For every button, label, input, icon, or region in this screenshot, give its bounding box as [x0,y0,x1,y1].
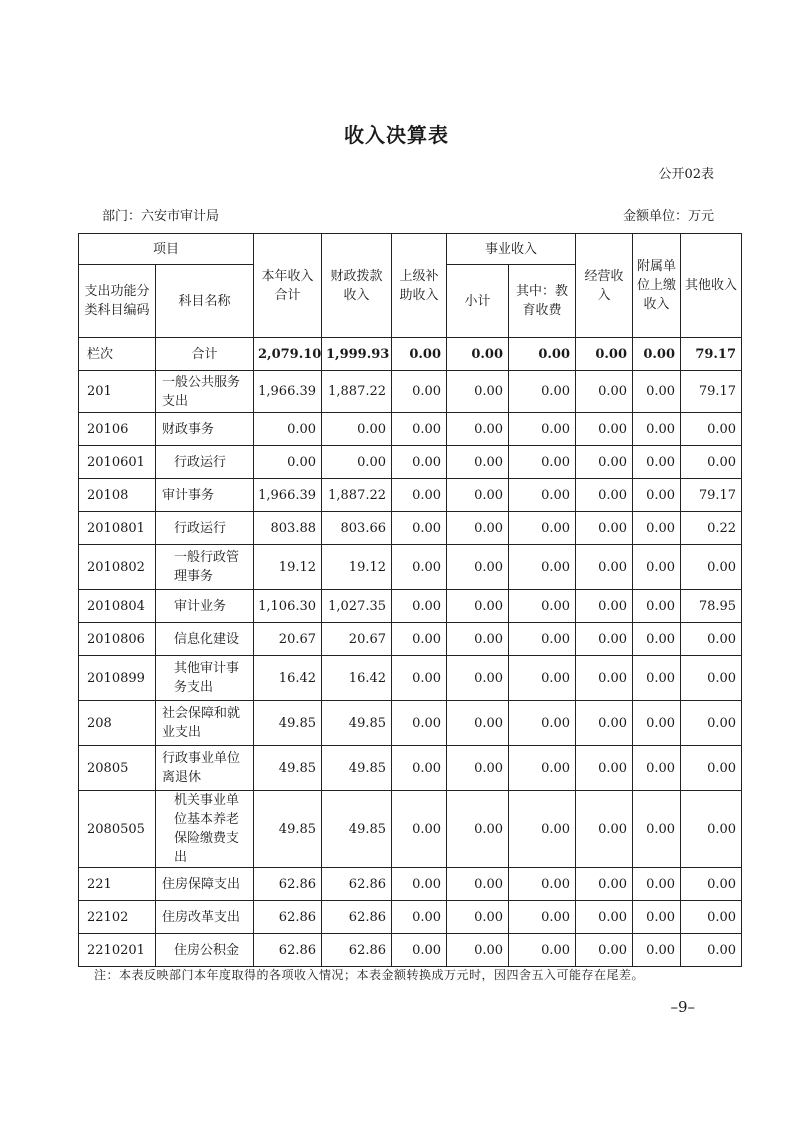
row-name: 社会保障和就业支出 [156,701,254,746]
table-row [79,791,742,868]
row-value: 1,887.22 [322,479,392,512]
row-name: 住房保障支出 [156,868,254,901]
row-value: 0.00 [681,656,742,701]
table-row [79,746,742,791]
page-title: 收入决算表 [344,123,449,147]
total-cell: 0.00 [576,338,633,371]
row-value: 16.42 [322,656,392,701]
row-value: 0.00 [447,590,509,623]
row-value: 0.00 [576,701,633,746]
row-value: 20.67 [322,623,392,656]
row-code: 2010806 [79,623,156,656]
row-value: 49.85 [254,746,322,791]
row-value: 0.00 [392,934,447,967]
department-label: 部门：六安市审计局 [102,209,220,224]
row-value: 62.86 [322,934,392,967]
row-value: 0.00 [633,512,681,545]
row-code: 221 [79,868,156,901]
row-code: 22102 [79,901,156,934]
row-name: 行政事业单位离退休 [156,746,254,791]
row-value: 0.00 [509,590,576,623]
row-code: 2010899 [79,656,156,701]
page-number: –9– [670,998,695,1016]
row-name: 一般行政管理事务 [156,545,254,590]
row-name: 审计事务 [156,479,254,512]
row-value: 0.00 [576,623,633,656]
row-value: 0.00 [447,901,509,934]
form-number: 公开02表 [658,167,714,182]
total-cell: 0.00 [447,338,509,371]
table-row [79,623,742,656]
row-value: 0.00 [633,590,681,623]
row-value: 0.00 [681,791,742,868]
row-value: 62.86 [254,934,322,967]
row-value: 0.00 [509,934,576,967]
row-value: 0.00 [633,413,681,446]
row-value: 0.00 [633,868,681,901]
row-value: 803.88 [254,512,322,545]
row-value: 0.00 [576,791,633,868]
row-value: 0.00 [681,901,742,934]
row-name: 其他审计事务支出 [156,656,254,701]
row-value: 0.00 [447,934,509,967]
row-value: 0.00 [509,512,576,545]
row-name: 一般公共服务支出 [156,371,254,413]
row-value: 0.00 [576,545,633,590]
row-code: 208 [79,701,156,746]
row-value: 0.00 [681,701,742,746]
row-value: 0.00 [509,868,576,901]
footnote: 注：本表反映部门本年度取得的各项收入情况；本表金额转换成万元时，因四舍五入可能存在尾差。 [94,968,645,982]
row-value: 0.00 [633,746,681,791]
row-value: 0.00 [392,701,447,746]
row-value: 0.00 [447,656,509,701]
row-value: 0.00 [576,901,633,934]
row-value: 0.00 [447,545,509,590]
row-value: 0.00 [509,791,576,868]
row-value: 20.67 [254,623,322,656]
row-value: 0.00 [576,371,633,413]
row-value: 0.00 [392,590,447,623]
row-value: 49.85 [322,701,392,746]
table-row [79,868,742,901]
row-value: 0.00 [633,934,681,967]
row-code: 2010801 [79,512,156,545]
row-name: 行政运行 [156,446,254,479]
row-value: 0.00 [576,512,633,545]
row-value: 0.00 [576,746,633,791]
row-name: 财政事务 [156,413,254,446]
row-value: 16.42 [254,656,322,701]
header-total-income: 本年收入合计 [254,234,322,338]
row-value: 0.00 [576,446,633,479]
row-value: 0.00 [576,934,633,967]
header-business-income: 事业收入 [447,234,576,265]
header-operating: 经营收入 [576,234,633,338]
total-row [79,338,742,371]
row-value: 49.85 [322,791,392,868]
row-value: 62.86 [322,901,392,934]
table-row [79,413,742,446]
header-superior-subsidy: 上级补助收入 [392,234,447,338]
header-business-subtotal: 小计 [447,265,509,338]
row-name: 行政运行 [156,512,254,545]
row-value: 0.00 [254,413,322,446]
row-code: 2080505 [79,791,156,868]
row-value: 0.00 [681,623,742,656]
header-project: 项目 [79,234,254,265]
row-value: 0.00 [392,868,447,901]
row-value: 0.00 [633,623,681,656]
row-value: 0.22 [681,512,742,545]
row-value: 0.00 [681,868,742,901]
row-name: 机关事业单位基本养老保险缴费支出 [156,791,254,868]
header-name: 科目名称 [156,265,254,338]
row-value: 0.00 [681,746,742,791]
row-value: 0.00 [633,446,681,479]
row-value: 62.86 [254,868,322,901]
row-value: 0.00 [509,371,576,413]
row-value: 803.66 [322,512,392,545]
row-value: 0.00 [509,901,576,934]
row-value: 0.00 [392,479,447,512]
total-row-name: 合计 [156,338,254,371]
row-value: 0.00 [576,590,633,623]
row-value: 0.00 [447,701,509,746]
row-value: 0.00 [447,791,509,868]
row-value: 0.00 [392,545,447,590]
row-value: 0.00 [509,701,576,746]
row-value: 1,966.39 [254,371,322,413]
row-value: 0.00 [392,901,447,934]
row-value: 0.00 [447,746,509,791]
row-value: 0.00 [633,479,681,512]
row-value: 49.85 [254,791,322,868]
row-value: 0.00 [509,623,576,656]
row-name: 住房改革支出 [156,901,254,934]
row-value: 0.00 [681,934,742,967]
row-value: 0.00 [447,623,509,656]
row-value: 0.00 [392,746,447,791]
row-value: 0.00 [392,446,447,479]
table-row [79,512,742,545]
row-value: 1,106.30 [254,590,322,623]
row-code: 201 [79,371,156,413]
row-value: 0.00 [447,446,509,479]
table-row [79,701,742,746]
total-cell: 0.00 [392,338,447,371]
row-value: 0.00 [392,791,447,868]
row-code: 20106 [79,413,156,446]
row-value: 0.00 [447,371,509,413]
row-value: 62.86 [322,868,392,901]
row-value: 0.00 [392,371,447,413]
row-value: 0.00 [633,791,681,868]
row-value: 0.00 [509,746,576,791]
row-value: 0.00 [633,545,681,590]
header-other: 其他收入 [681,234,742,338]
row-value: 0.00 [447,868,509,901]
row-value: 0.00 [447,413,509,446]
row-value: 0.00 [576,868,633,901]
row-value: 0.00 [509,413,576,446]
row-value: 0.00 [322,446,392,479]
row-value: 1,966.39 [254,479,322,512]
total-cell: 2,079.10 [254,338,322,371]
row-value: 0.00 [509,446,576,479]
table-row [79,934,742,967]
row-value: 0.00 [633,901,681,934]
row-value: 62.86 [254,901,322,934]
table-row [79,656,742,701]
row-value: 0.00 [509,479,576,512]
header-fiscal: 财政拨款收入 [322,234,392,338]
row-code: 20805 [79,746,156,791]
row-value: 0.00 [509,545,576,590]
header-code: 支出功能分类科目编码 [79,265,156,338]
table-row [79,371,742,413]
row-value: 0.00 [254,446,322,479]
total-cell: 0.00 [509,338,576,371]
row-value: 0.00 [392,656,447,701]
row-name: 信息化建设 [156,623,254,656]
table-row [79,545,742,590]
header-affiliated: 附属单位上缴收入 [633,234,681,338]
total-row-label: 栏次 [79,338,156,371]
table-row [79,590,742,623]
row-value: 0.00 [392,512,447,545]
table-row [79,479,742,512]
row-value: 19.12 [254,545,322,590]
income-table [78,233,742,967]
row-value: 79.17 [681,371,742,413]
row-value: 79.17 [681,479,742,512]
row-name: 审计业务 [156,590,254,623]
row-value: 0.00 [447,512,509,545]
row-code: 20108 [79,479,156,512]
row-value: 78.95 [681,590,742,623]
row-name: 住房公积金 [156,934,254,967]
row-value: 0.00 [392,623,447,656]
total-cell: 1,999.93 [322,338,392,371]
row-value: 49.85 [322,746,392,791]
row-value: 0.00 [509,656,576,701]
row-value: 0.00 [681,446,742,479]
row-code: 2210201 [79,934,156,967]
row-value: 0.00 [633,701,681,746]
row-value: 0.00 [633,656,681,701]
table-row [79,901,742,934]
row-value: 0.00 [447,479,509,512]
row-value: 0.00 [633,371,681,413]
row-code: 2010804 [79,590,156,623]
row-value: 1,027.35 [322,590,392,623]
row-value: 1,887.22 [322,371,392,413]
row-value: 0.00 [576,656,633,701]
header-business-edu: 其中：教育收费 [509,265,576,338]
row-value: 0.00 [322,413,392,446]
row-value: 0.00 [576,413,633,446]
row-value: 0.00 [681,413,742,446]
row-value: 49.85 [254,701,322,746]
row-value: 19.12 [322,545,392,590]
amount-unit-label: 金额单位：万元 [622,209,714,224]
row-value: 0.00 [576,479,633,512]
total-cell: 0.00 [633,338,681,371]
total-cell: 79.17 [681,338,742,371]
row-code: 2010802 [79,545,156,590]
row-value: 0.00 [392,413,447,446]
row-value: 0.00 [681,545,742,590]
row-code: 2010601 [79,446,156,479]
table-row [79,446,742,479]
